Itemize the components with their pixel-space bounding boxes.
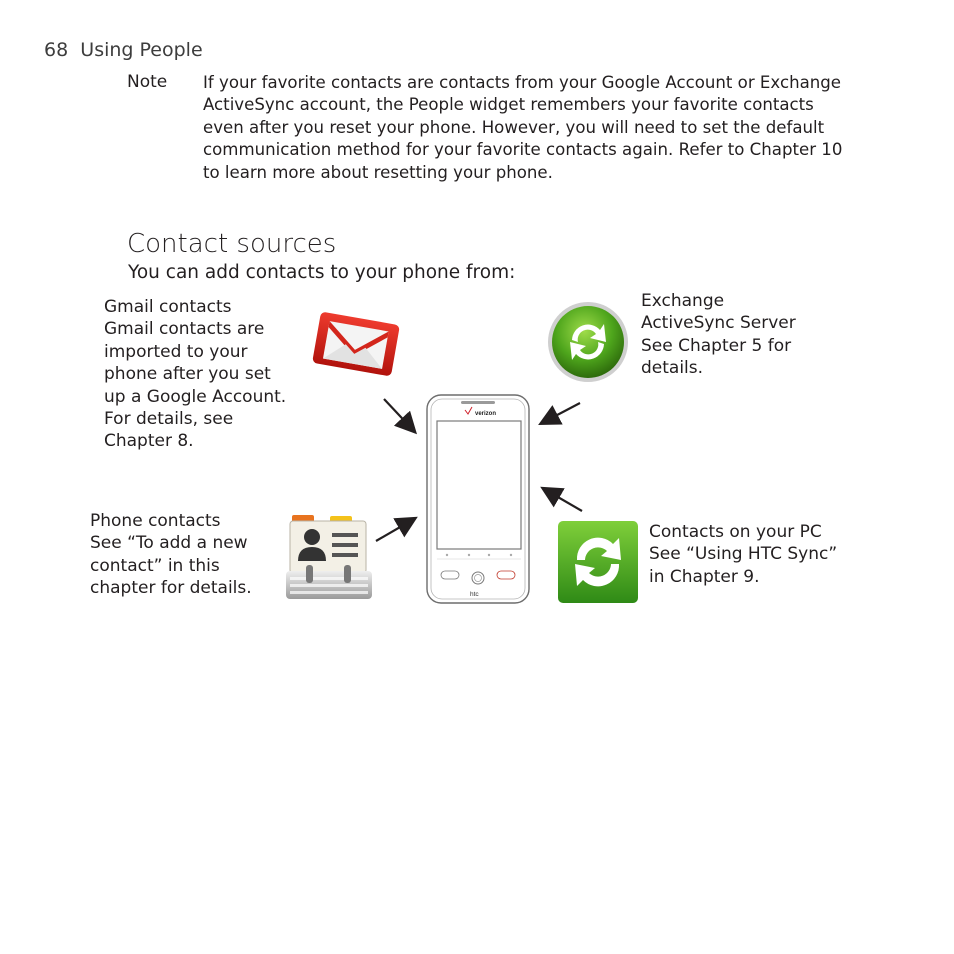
exchange-title: Exchange <box>641 291 725 311</box>
section-intro: You can add contacts to your phone from: <box>128 262 516 283</box>
arrow-gmail <box>384 399 414 431</box>
note-label: Note <box>127 72 168 92</box>
gmail-line: phone after you set <box>104 364 271 385</box>
note-text: If your favorite contacts are contacts from your Google Account or Exchange ActiveSync account, the People widget remembers your favorite contacts even after you reset your phone. However, you will need to set the default communication method for your favorite contacts again. Refer to Chapter 10 to learn more about resetting your phone. <box>203 73 843 182</box>
carrier-logo: verizon <box>475 411 497 417</box>
gmail-line: imported to your <box>104 341 248 362</box>
gmail-line: Gmail contacts are <box>104 319 265 340</box>
phone-contacts-line: See “To add a new <box>90 533 248 554</box>
section-name: Using People <box>80 39 203 61</box>
arrow-exchange <box>542 403 580 423</box>
gmail-contacts-block <box>104 296 286 453</box>
section-heading: Contact sources <box>127 229 337 259</box>
pc-contacts-block <box>649 521 837 588</box>
phone-device-illustration <box>425 393 531 605</box>
phone-contacts-line: chapter for details. <box>90 578 252 599</box>
phone-contacts-line: contact” in this <box>90 555 220 576</box>
exchange-line: See Chapter 5 for <box>641 335 792 356</box>
phone-contacts-block <box>90 510 252 600</box>
exchange-line: details. <box>641 358 704 379</box>
gmail-title: Gmail contacts <box>104 297 232 317</box>
address-book-icon <box>286 513 372 603</box>
exchange-block <box>641 290 796 380</box>
pc-contacts-line: in Chapter 9. <box>649 566 760 587</box>
gmail-envelope-icon <box>310 308 402 380</box>
page-number: 68 <box>44 39 69 61</box>
gmail-line: Chapter 8. <box>104 431 194 452</box>
pc-contacts-line: See “Using HTC Sync” <box>649 544 838 565</box>
gmail-line: up a Google Account. <box>104 386 287 407</box>
brand-logo: htc <box>470 591 479 598</box>
running-head <box>44 39 203 61</box>
arrow-phone-contacts <box>376 519 414 541</box>
exchange-title: ActiveSync Server <box>641 313 796 334</box>
arrow-pc <box>544 489 582 511</box>
pc-contacts-title: Contacts on your PC <box>649 522 822 542</box>
gmail-line: For details, see <box>104 409 234 430</box>
phone-contacts-title: Phone contacts <box>90 511 221 531</box>
exchange-sync-icon <box>546 300 630 384</box>
